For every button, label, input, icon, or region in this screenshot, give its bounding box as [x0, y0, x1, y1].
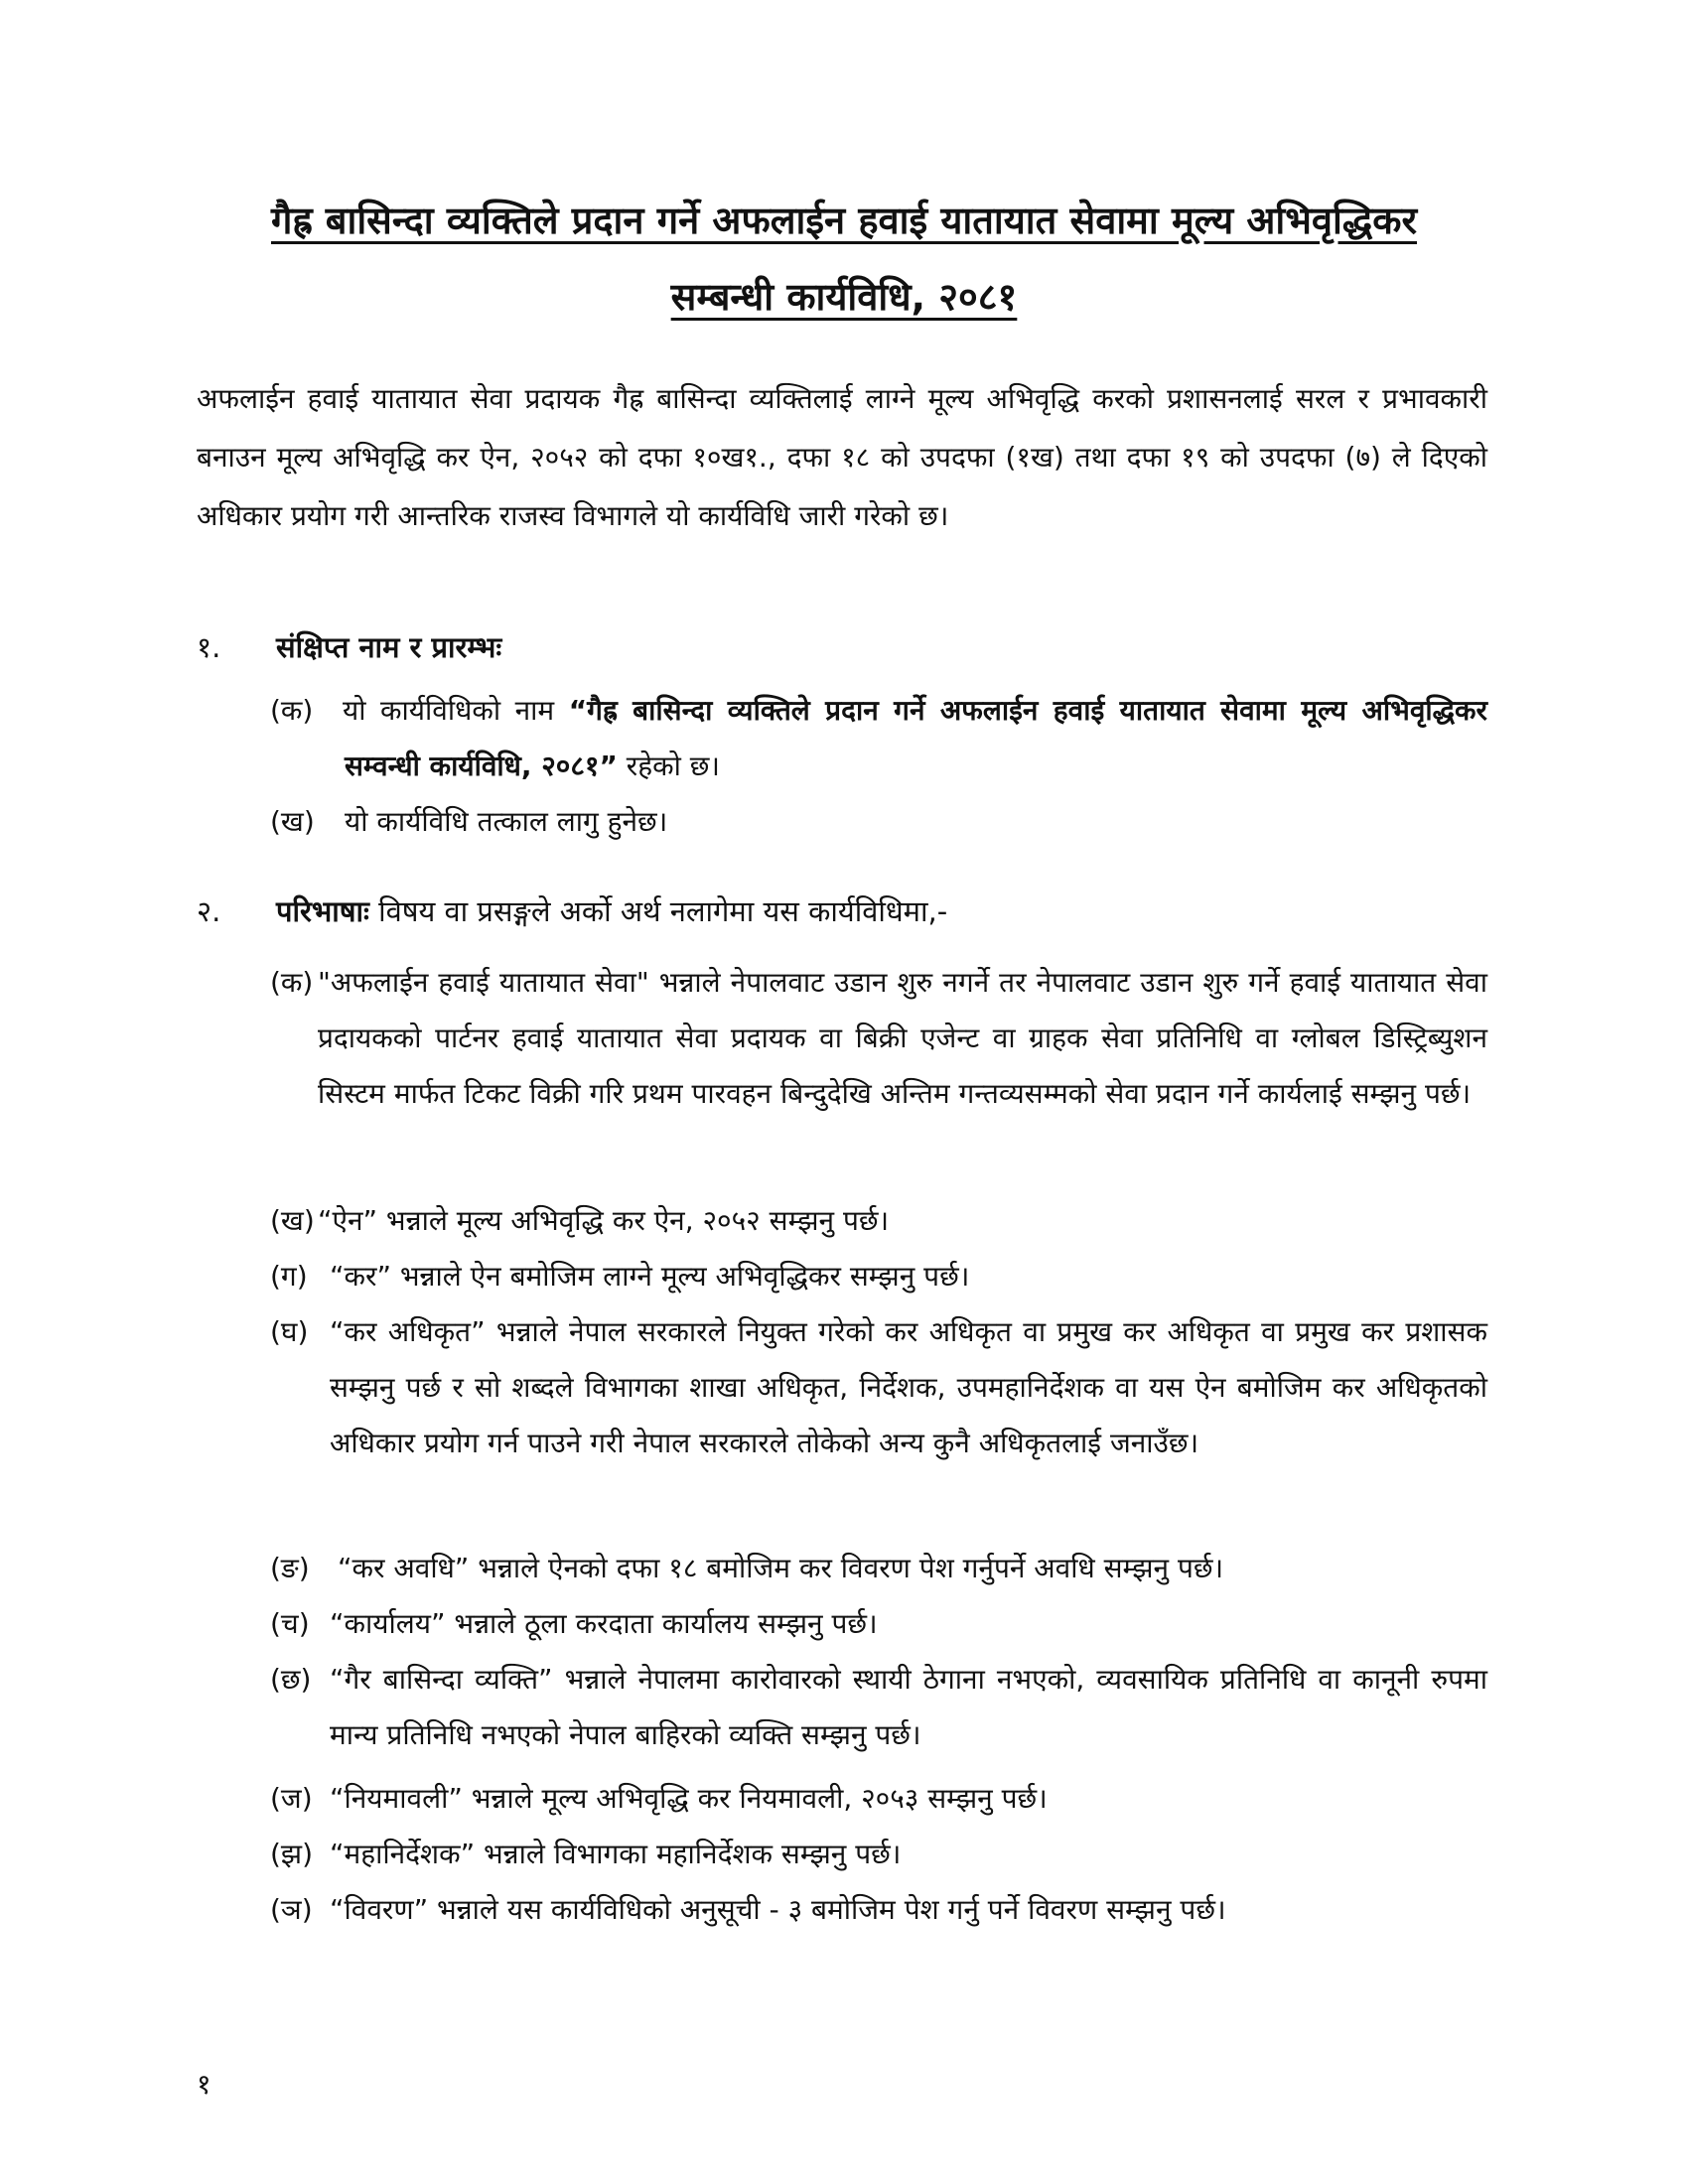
item-text: “गैर बासिन्दा व्यक्ति” भन्नाले नेपालमा कारोवारको स्थायी ठेगाना नभएको, व्यवसायिक प्रतिनिधि वा कानूनी रुपमा मान्य प्रतिनिधि नभएको नेपाल बाहिरको व्यक्ति सम्झनु पर्छ। [330, 1663, 1487, 1751]
definition-ja [270, 1771, 1487, 1827]
section-2-title-bold: परिभाषाः [276, 894, 369, 928]
definition-ka [270, 955, 1487, 1122]
section-1-title: संक्षिप्त नाम र प्रारम्भः [276, 630, 502, 664]
item-text: यो कार्यविधि तत्काल लागु हुनेछ। [345, 805, 668, 838]
item-marker: (क) [270, 966, 314, 999]
definition-nga [270, 1541, 1487, 1596]
item-text: “विवरण” भन्नाले यस कार्यविधिको अनुसूची - ३ बमोजिम पेश गर्नु पर्ने विवरण सम्झनु पर्छ। [330, 1893, 1226, 1926]
definition-jha [270, 1827, 1487, 1882]
item-marker: (झ) [270, 1838, 314, 1870]
item-marker: (क) [270, 694, 314, 727]
intro-paragraph: अफलाईन हवाई यातायात सेवा प्रदायक गैह्र बासिन्दा व्यक्तिलाई लाग्ने मूल्य अभिवृद्धि करको प्रशासनलाई सरल र प्रभावकारी बनाउन मूल्य अभिवृद्धि कर ऐन, २०५२ को दफा १०ख१., दफा १८ को उपदफा (१ख) तथा दफा १९ को उपदफा (७) ले दिएको अधिकार प्रयोग गरी आन्तरिक राजस्व विभागले यो कार्यविधि जारी गरेको छ। [197, 382, 1487, 532]
item-text: “ऐन” भन्नाले मूल्य अभिवृद्धि कर ऐन, २०५२ सम्झनु पर्छ। [318, 1204, 890, 1237]
definition-cha [270, 1596, 1487, 1652]
item-text-prefix: यो कार्यविधिको नाम [343, 694, 569, 727]
item-text: "अफलाईन हवाई यातायात सेवा" भन्नाले नेपालवाट उडान शुरु नगर्ने तर नेपालवाट उडान शुरु गर्ने हवाई यातायात सेवा प्रदायकको पार्टनर हवाई यातायात सेवा प्रदायक वा बिक्री एजेन्ट वा ग्राहक सेवा प्रतिनिधि वा ग्लोबल डिस्ट्रिब्युशन सिस्टम मार्फत टिकट विक्री गरि प्रथम पारवहन बिन्दुदेखि अन्तिम गन्तव्यसम्मको सेवा प्रदान गर्ने कार्यलाई सम्झनु पर्छ। [318, 966, 1487, 1110]
section-2-number: २. [197, 894, 221, 928]
item-text: “कर अधिकृत” भन्नाले नेपाल सरकारले नियुक्त गरेको कर अधिकृत वा प्रमुख कर अधिकृत वा प्रमुख कर प्रशासक सम्झनु पर्छ र सो शब्दले विभागका शाखा अधिकृत, निर्देशक, उपमहानिर्देशक वा यस ऐन बमोजिम कर अधिकृतको अधिकार प्रयोग गर्न पाउने गरी नेपाल सरकारले तोकेको अन्य कुनै अधिकृतलाई जनाउँछ। [330, 1315, 1487, 1459]
definition-chha [270, 1652, 1487, 1763]
definition-kha [270, 1193, 1487, 1249]
item-marker: (ग) [270, 1260, 308, 1293]
definition-nya [270, 1882, 1487, 1938]
section-1-item-ka [270, 683, 1487, 794]
item-marker: (ञ) [270, 1893, 313, 1926]
document-title-line-1: गैह्र बासिन्दा व्यक्तिले प्रदान गर्ने अफलाईन हवाई यातायात सेवामा मूल्य अभिवृद्धिकर [270, 199, 1417, 242]
section-1-item-kha [270, 794, 1487, 850]
item-marker: (ङ) [270, 1552, 310, 1584]
item-marker: (ख) [270, 805, 315, 838]
section-1-number: १. [197, 630, 221, 664]
procedure-name-bold: “गैह्र बासिन्दा व्यक्तिले प्रदान गर्ने अफलाईन हवाई यातायात सेवामा मूल्य अभिवृद्धिकर सम्वन्धी कार्यविधि, २०८१” [345, 694, 1487, 782]
item-marker: (ख) [270, 1204, 315, 1237]
item-text-suffix: रहेको छ। [617, 750, 721, 782]
item-text: “नियमावली” भन्नाले मूल्य अभिवृद्धि कर नियमावली, २०५३ सम्झनु पर्छ। [330, 1782, 1048, 1815]
page-number: १ [197, 2068, 211, 2101]
item-marker: (छ) [270, 1663, 312, 1696]
definition-ga [270, 1249, 1487, 1304]
item-text: “कर अवधि” भन्नाले ऐनको दफा १८ बमोजिम कर विवरण पेश गर्नुपर्ने अवधि सम्झनु पर्छ। [338, 1552, 1224, 1584]
section-2-title-rest: विषय वा प्रसङ्गले अर्को अर्थ नलागेमा यस कार्यविधिमा,- [368, 894, 948, 928]
item-text: “कर” भन्नाले ऐन बमोजिम लाग्ने मूल्य अभिवृद्धिकर सम्झनु पर्छ। [330, 1260, 970, 1293]
item-text: “कार्यालय” भन्नाले ठूला करदाता कार्यालय सम्झनु पर्छ। [330, 1607, 878, 1640]
item-marker: (च) [270, 1607, 310, 1640]
section-2-title [276, 891, 947, 930]
document-title-line-2: सम्बन्धी कार्यविधि, २०८१ [670, 275, 1018, 319]
item-text: “महानिर्देशक” भन्नाले विभागका महानिर्देशक सम्झनु पर्छ। [330, 1838, 902, 1870]
item-text [270, 683, 1487, 794]
definition-gha [270, 1304, 1487, 1471]
item-marker: (घ) [270, 1315, 309, 1348]
item-marker: (ज) [270, 1782, 313, 1815]
